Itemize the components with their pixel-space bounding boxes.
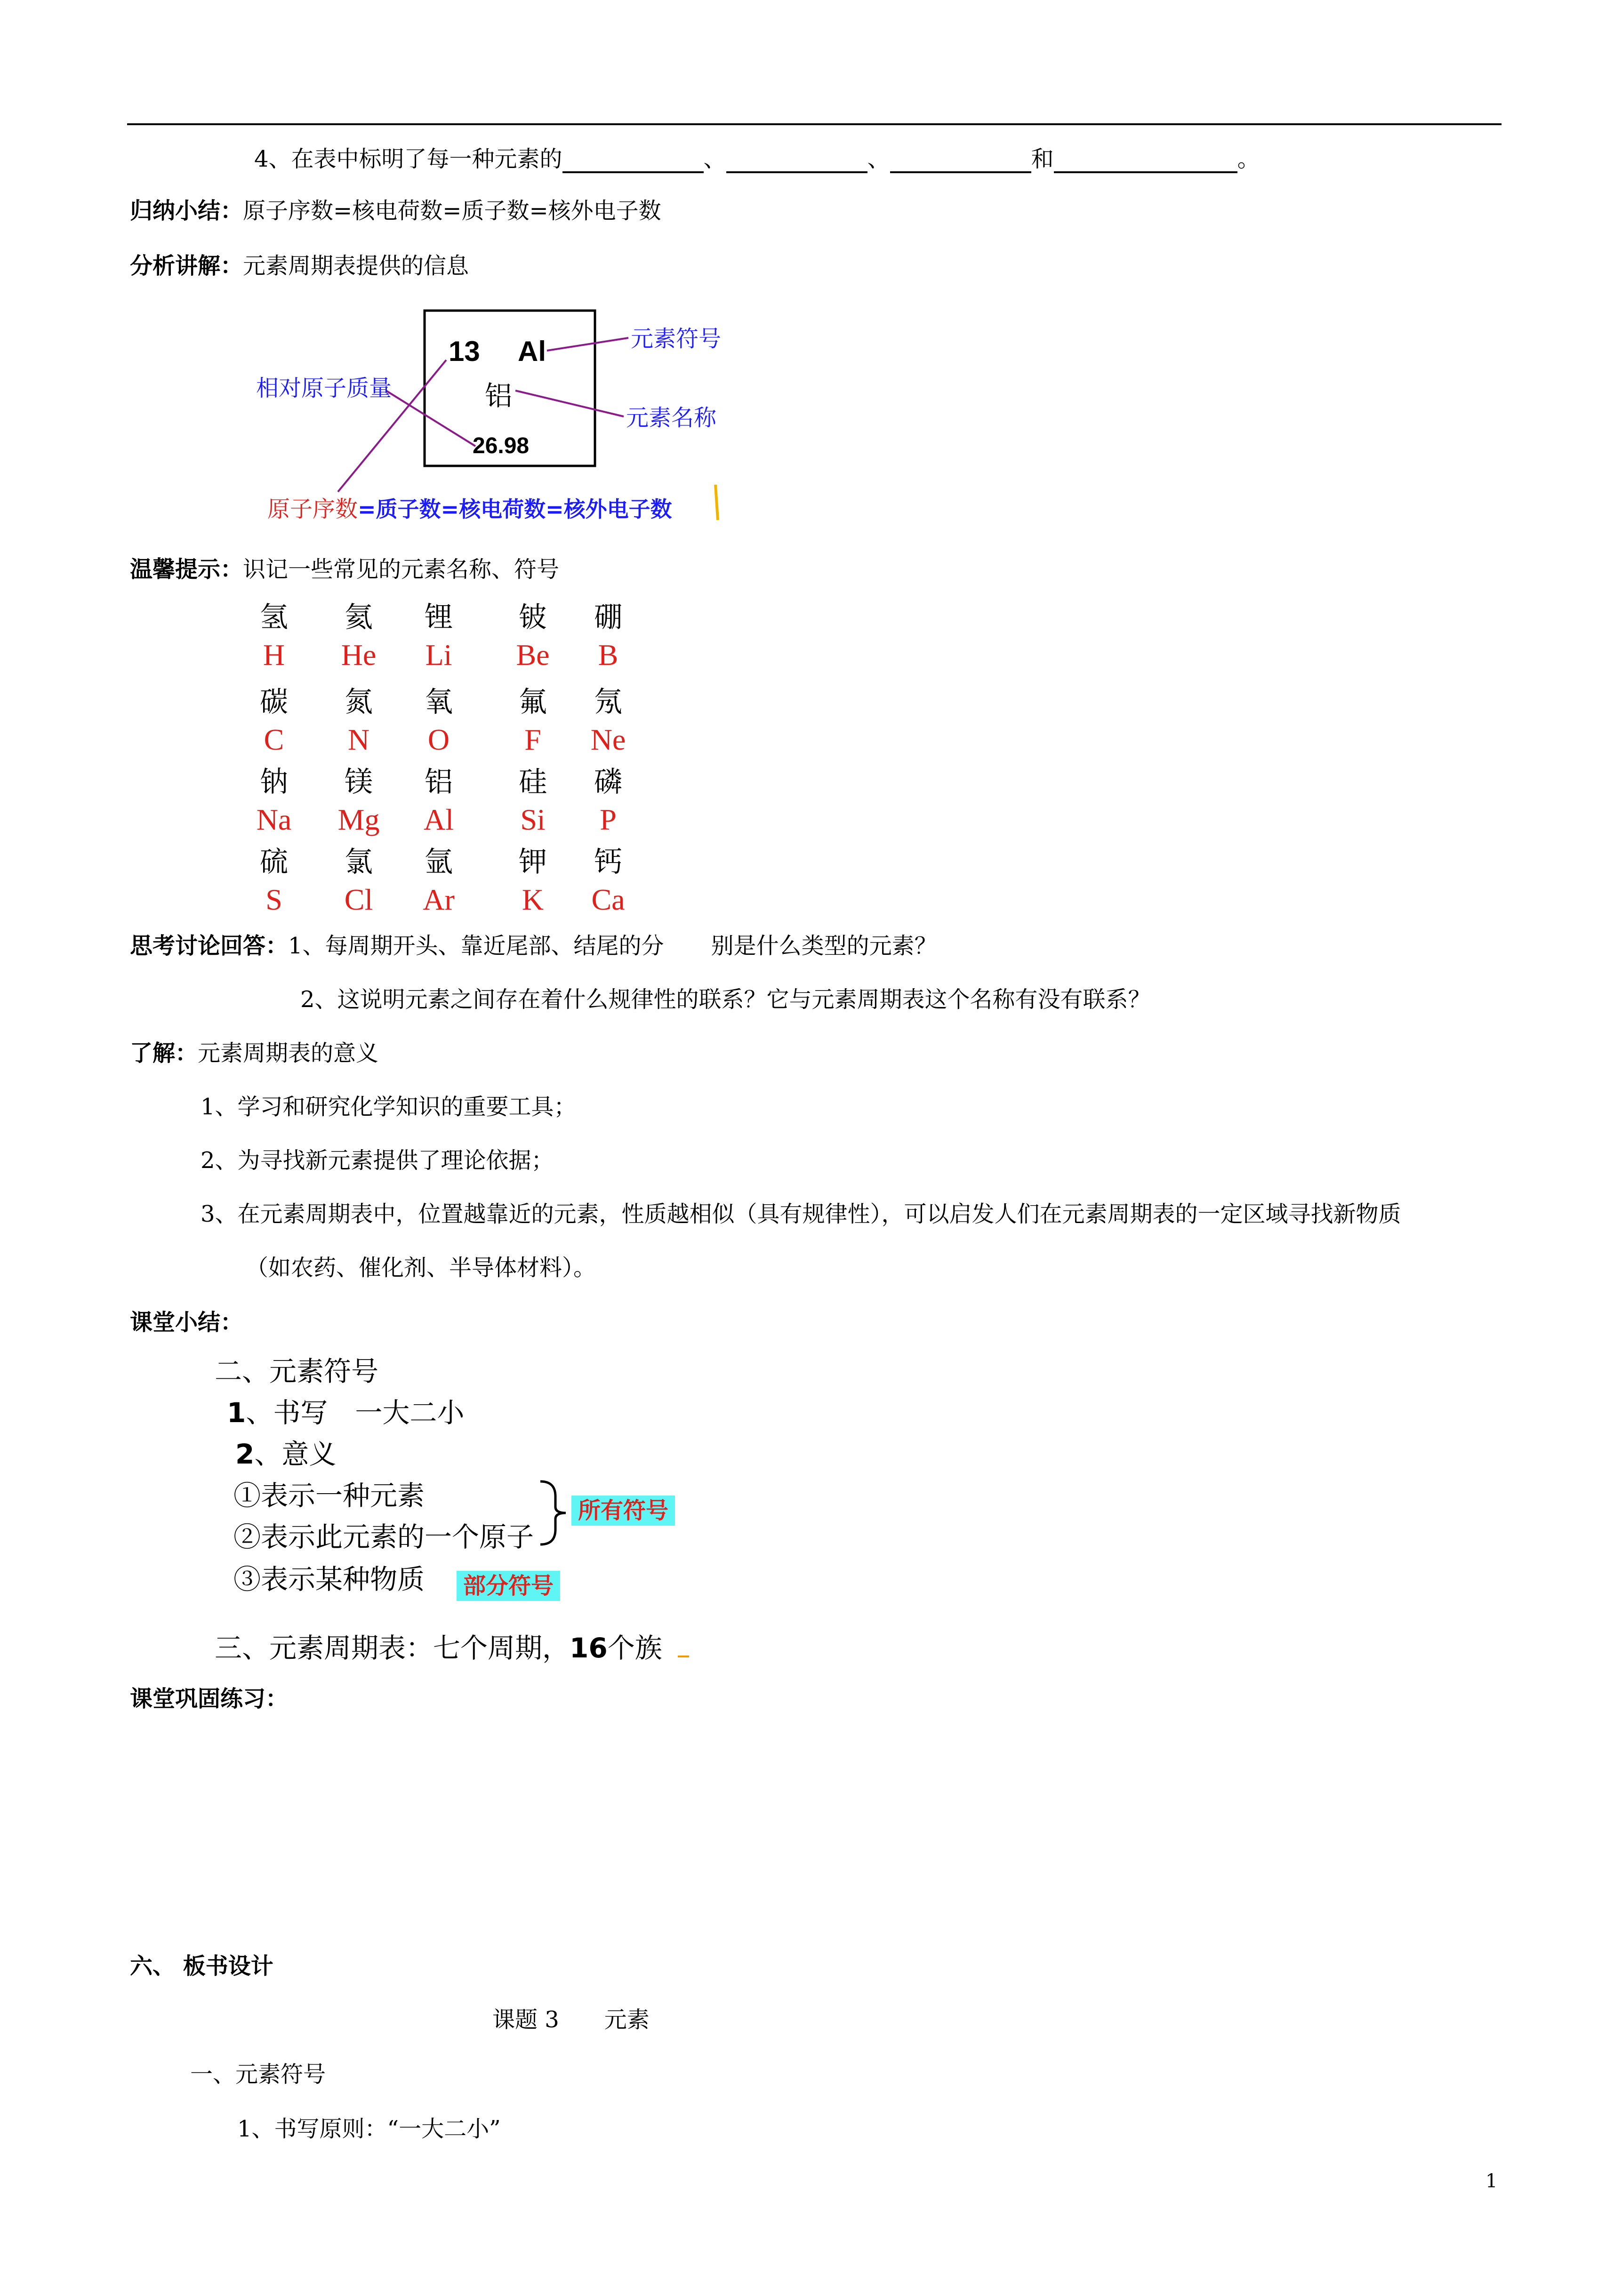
board-line-1: 一、元素符号	[190, 2061, 326, 2088]
label-equation: =质子数=核电荷数=核外电子数	[358, 496, 672, 522]
element-symbol: N	[347, 723, 370, 756]
class-summary-s2	[235, 1436, 336, 1472]
summary-text: 原子序数=核电荷数=质子数=核外电子数	[243, 198, 661, 224]
period: 。	[1237, 146, 1260, 172]
summary-label: 归纳小结：	[130, 198, 243, 224]
element-name: 磷	[594, 766, 622, 799]
element-cell	[321, 683, 396, 759]
element-symbol: Mg	[337, 803, 380, 836]
analysis-text: 元素周期表提供的信息	[243, 253, 469, 279]
element-symbol: Ca	[591, 883, 625, 916]
element-symbol: Cl	[344, 883, 373, 916]
element-name: 硼	[594, 601, 622, 634]
element-symbol: O	[427, 723, 450, 756]
h3-text-b: 个族	[607, 1632, 662, 1664]
element-name: 氖	[594, 686, 622, 719]
element-symbol: Ne	[590, 723, 626, 756]
small-mark	[678, 1656, 689, 1657]
element-symbol: He	[341, 638, 377, 672]
element-name: 氯	[345, 846, 373, 879]
element-cell	[401, 683, 476, 759]
element-cell	[236, 843, 312, 919]
element-cell	[236, 763, 312, 839]
label-symbol: 元素符号	[631, 326, 722, 352]
understand-p1: 1、学习和研究化学知识的重要工具；	[201, 1094, 577, 1120]
element-cell-diagram	[0, 0, 1622, 565]
element-name: 氟	[519, 686, 547, 719]
element-symbol: H	[263, 638, 285, 672]
element-name: 硫	[260, 846, 288, 879]
element-cell	[401, 763, 476, 839]
understand-label: 了解：	[130, 1040, 198, 1066]
h3-text-a: 三、元素周期表：七个周期，	[215, 1632, 570, 1664]
class-summary-h3	[215, 1630, 662, 1666]
element-name: 铝	[425, 766, 453, 799]
element-symbol: Si	[520, 803, 546, 836]
understand-line	[130, 1039, 378, 1067]
meaning-2: ②表示此元素的一个原子	[233, 1521, 534, 1553]
item4-text: 4、在表中标明了每一种元素的	[254, 146, 562, 172]
class-summary-s1	[227, 1395, 464, 1431]
cell-mass: 26.98	[473, 433, 530, 458]
board-title: 课题 3 元素	[492, 2007, 650, 2033]
element-name: 铍	[519, 601, 547, 634]
discussion-q1b: 别是什么类型的元素？	[711, 933, 937, 959]
and-text: 和	[1031, 146, 1054, 172]
cell-number: 13	[449, 336, 480, 367]
tip-label: 温馨提示：	[130, 556, 243, 583]
element-name: 钠	[260, 766, 288, 799]
label-number	[267, 495, 672, 523]
sep: 、	[703, 146, 726, 172]
element-name: 氦	[345, 601, 373, 634]
element-name: 镁	[345, 766, 373, 799]
tip-text: 识记一些常见的元素名称、符号	[243, 556, 560, 583]
understand-p3b: （如农药、催化剂、半导体材料）。	[246, 1255, 596, 1281]
element-symbol: B	[598, 638, 618, 672]
class-summary-label: 课堂小结：	[130, 1309, 243, 1336]
understand-text: 元素周期表的意义	[198, 1040, 379, 1066]
understand-p2: 2、为寻找新元素提供了理论依据；	[201, 1147, 554, 1174]
element-cell	[570, 763, 646, 839]
sep: 、	[867, 146, 890, 172]
element-cell	[236, 599, 312, 674]
cell-name: 铝	[485, 380, 513, 412]
s2-text: 、意义	[254, 1438, 337, 1470]
label-mass: 相对原子质量	[256, 375, 392, 401]
element-cell	[570, 683, 646, 759]
element-cell	[321, 763, 396, 839]
meaning-1: ①表示一种元素	[233, 1480, 425, 1512]
label-number-text: 原子序数	[267, 496, 358, 522]
page-number: 1	[1485, 2170, 1498, 2192]
element-name: 钙	[594, 846, 622, 879]
element-name: 氮	[345, 686, 373, 719]
discussion-q2: 2、这说明元素之间存在着什么规律性的联系？它与元素周期表这个名称有没有联系？	[300, 986, 1151, 1013]
element-cell	[570, 843, 646, 919]
element-name: 氩	[425, 846, 453, 879]
element-cell	[321, 843, 396, 919]
h3-number: 16	[570, 1632, 608, 1664]
element-cell	[495, 599, 570, 674]
element-name: 钾	[519, 846, 547, 879]
element-symbol: Li	[425, 638, 452, 672]
meaning-3: ③表示某种物质	[233, 1563, 425, 1595]
element-symbol: Na	[256, 803, 292, 836]
board-line-2: 1、书写原则：“一大二小”	[237, 2116, 501, 2142]
tag-all-symbols: 所有符号	[571, 1496, 675, 1526]
element-cell	[495, 683, 570, 759]
element-cell	[495, 763, 570, 839]
tag-part-symbols: 部分符号	[457, 1571, 560, 1601]
label-name: 元素名称	[626, 405, 717, 431]
discussion-q1: 1、每周期开头、靠近尾部、结尾的分	[288, 933, 664, 959]
element-cell	[321, 599, 396, 674]
element-cell	[570, 599, 646, 674]
s1-text: 、书写 一大二小	[246, 1397, 465, 1429]
element-name: 氧	[425, 686, 453, 719]
s2-number: 2	[235, 1438, 255, 1470]
tip-line	[130, 555, 559, 584]
element-symbol: F	[524, 723, 541, 756]
s1-number: 1	[227, 1397, 246, 1429]
element-symbol: Be	[516, 638, 550, 672]
element-cell	[236, 683, 312, 759]
cell-symbol: Al	[518, 336, 546, 367]
analysis-label: 分析讲解：	[130, 253, 243, 279]
element-name: 碳	[260, 686, 288, 719]
element-symbol: Al	[424, 803, 454, 836]
discussion-label: 思考讨论回答：	[130, 933, 289, 959]
element-name: 锂	[425, 601, 453, 634]
element-cell	[401, 843, 476, 919]
element-symbol: P	[600, 803, 617, 836]
discussion-line-1	[130, 932, 937, 960]
element-name: 氢	[260, 601, 288, 634]
element-cell	[495, 843, 570, 919]
class-summary-h2: 二、元素符号	[215, 1355, 379, 1387]
element-name: 硅	[519, 766, 547, 799]
element-cell	[401, 599, 476, 674]
practice-label: 课堂巩固练习：	[130, 1686, 289, 1712]
element-symbol: Ar	[423, 883, 455, 916]
element-symbol: C	[264, 723, 284, 756]
understand-p3: 3、在元素周期表中，位置越靠近的元素，性质越相似（具有规律性），可以启发人们在元素周期表的一定区域寻找新物质	[201, 1201, 1401, 1227]
discussion-line-2	[300, 985, 1151, 1014]
board-heading: 六、 板书设计	[130, 1953, 273, 1979]
brace-icon	[537, 1478, 570, 1548]
element-symbol: S	[265, 883, 282, 916]
element-symbol: K	[522, 883, 544, 916]
